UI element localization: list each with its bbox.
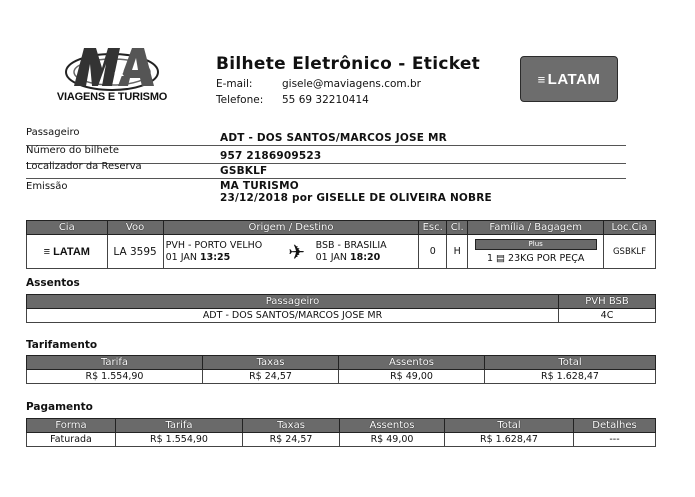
departure-date: 01 JAN xyxy=(165,251,197,263)
arrival-time: 18:20 xyxy=(349,251,381,263)
ticket-label: Número do bilhete xyxy=(26,145,120,156)
fare-tarifa: R$ 1.554,90 xyxy=(27,370,203,384)
seat-passenger: ADT - DOS SANTOS/MARCOS JOSE MR xyxy=(27,309,559,323)
airline-cell xyxy=(27,235,108,269)
col-esc: Esc. xyxy=(419,221,447,235)
arrival-date: 01 JAN xyxy=(315,251,347,263)
phone-row xyxy=(216,94,369,106)
passenger-label: Passageiro xyxy=(26,127,80,138)
agency-logo xyxy=(62,42,162,94)
seat-number: 4C xyxy=(559,309,656,323)
passenger-value: ADT - DOS SANTOS/MARCOS JOSE MR xyxy=(220,132,447,144)
suitcase-icon: ▤ xyxy=(496,253,505,264)
locator-label: Localizador da Reserva xyxy=(26,161,142,172)
fare-total: R$ 1.628,47 xyxy=(485,370,656,384)
ticket-value: 957 2186909523 xyxy=(220,150,322,162)
origin: PVH - PORTO VELHO xyxy=(165,239,263,251)
issuance-label: Emissão xyxy=(26,181,68,192)
col-route: Origem / Destino xyxy=(163,221,419,235)
airline-logo xyxy=(520,56,618,102)
col-tarifa: Tarifa xyxy=(27,356,203,370)
family-cell xyxy=(468,235,604,269)
table-row xyxy=(27,433,656,447)
svg-text:&: & xyxy=(114,65,125,79)
phone-value: 55 69 32210414 xyxy=(282,94,369,106)
payment-total: R$ 1.628,47 xyxy=(445,433,574,447)
issuer-value: MA TURISMO xyxy=(220,180,299,192)
route-cell xyxy=(163,235,419,269)
fare-table xyxy=(26,355,656,384)
phone-label: Telefone: xyxy=(216,94,264,106)
departure xyxy=(166,252,278,264)
payment-forma: Faturada xyxy=(27,433,116,447)
flight-table xyxy=(26,220,656,269)
col-family: Família / Bagagem xyxy=(468,221,604,235)
arrival xyxy=(316,252,387,264)
col-segment: PVH BSB xyxy=(559,295,656,309)
airline-locator: GSBKLF xyxy=(603,235,655,269)
fare-class: H xyxy=(446,235,467,269)
baggage-qty: 1 xyxy=(486,253,493,264)
payment-taxas: R$ 24,57 xyxy=(243,433,340,447)
baggage-desc: 23KG POR PEÇA xyxy=(508,253,585,264)
payment-detalhes: --- xyxy=(574,433,656,447)
table-row xyxy=(27,309,656,323)
col-taxas: Taxas xyxy=(243,419,340,433)
agency-logo-text: VIAGENS E TURISMO xyxy=(56,91,168,103)
col-passenger: Passageiro xyxy=(27,295,559,309)
destination-block xyxy=(316,240,387,264)
email-value: gisele@maviagens.com.br xyxy=(282,78,421,90)
airline-name: LATAM xyxy=(53,245,90,258)
col-total: Total xyxy=(445,419,574,433)
table-row xyxy=(27,370,656,384)
seats-title: Assentos xyxy=(26,277,80,289)
col-tarifa: Tarifa xyxy=(116,419,243,433)
flight-number: LA 3595 xyxy=(107,235,163,269)
latam-bird-icon: ≡ xyxy=(537,71,546,87)
col-total: Total xyxy=(485,356,656,370)
airplane-icon: ✈ xyxy=(288,239,305,264)
latam-bird-icon: ≡ xyxy=(43,245,51,258)
col-cia: Cia xyxy=(27,221,108,235)
fare-assentos: R$ 49,00 xyxy=(339,370,485,384)
divider xyxy=(26,178,626,179)
fare-title: Tarifamento xyxy=(26,339,98,351)
destination: BSB - BRASILIA xyxy=(315,239,387,251)
seats-table xyxy=(26,294,656,323)
departure-time: 13:25 xyxy=(199,251,231,263)
payment-assentos: R$ 49,00 xyxy=(340,433,445,447)
col-loc: Loc.Cia xyxy=(603,221,655,235)
page-title: Bilhete Eletrônico - Eticket xyxy=(216,54,481,74)
fare-family: Plus xyxy=(475,239,597,250)
col-voo: Voo xyxy=(107,221,163,235)
col-cl: Cl. xyxy=(446,221,467,235)
origin-block xyxy=(166,240,278,264)
email-label: E-mail: xyxy=(216,78,253,90)
stops: 0 xyxy=(419,235,447,269)
baggage xyxy=(470,253,601,265)
col-assentos: Assentos xyxy=(340,419,445,433)
issued-value: 23/12/2018 por GISELLE DE OLIVEIRA NOBRE xyxy=(220,192,492,204)
fare-taxas: R$ 24,57 xyxy=(203,370,339,384)
table-row xyxy=(27,235,656,269)
airline-logo-text: LATAM xyxy=(547,70,601,88)
col-detalhes: Detalhes xyxy=(574,419,656,433)
locator-value: GSBKLF xyxy=(220,165,268,177)
email-row xyxy=(216,78,421,90)
payment-table xyxy=(26,418,656,447)
col-forma: Forma xyxy=(27,419,116,433)
col-assentos: Assentos xyxy=(339,356,485,370)
col-taxas: Taxas xyxy=(203,356,339,370)
payment-title: Pagamento xyxy=(26,401,93,413)
payment-tarifa: R$ 1.554,90 xyxy=(116,433,243,447)
